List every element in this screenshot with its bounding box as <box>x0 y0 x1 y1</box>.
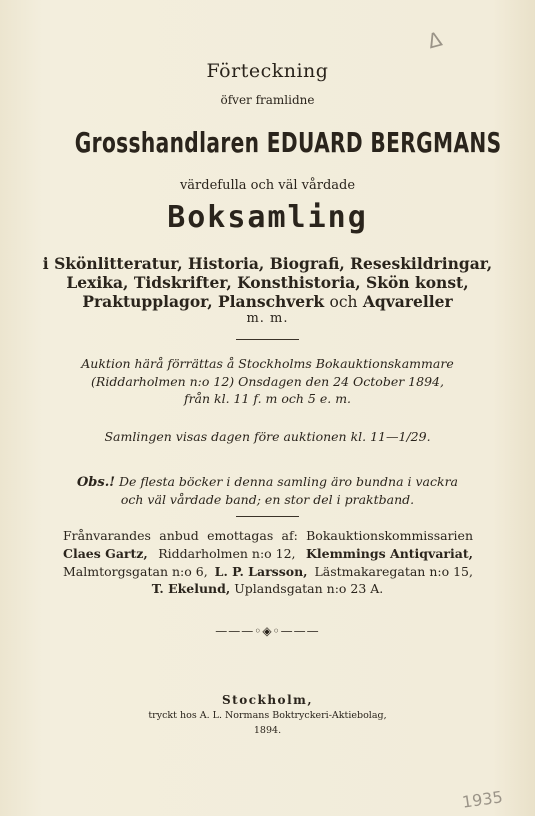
bids-line-2 <box>63 546 473 561</box>
auction-line-1: Auktion härå förrättas å Stockholms Bokauktionskammare <box>81 356 454 371</box>
bids-name-larsson: L. P. Larsson, <box>214 564 308 579</box>
bids-line-4 <box>0 581 535 596</box>
obs-line-2: och väl vårdade band; en stor del i praktband. <box>120 492 415 507</box>
subtitle: öfver framlidne <box>220 93 315 107</box>
bids-word-5: Bokauktionskommissarien <box>306 528 473 543</box>
subjects-line-3 <box>0 292 535 311</box>
page-title: Förteckning <box>206 60 329 82</box>
bids-name-gartz: Claes Gartz, <box>63 546 148 561</box>
subjects-line-1: i Skönlitteratur, Historia, Biografi, Reseskildringar, <box>42 254 493 273</box>
obs-text-1: De flesta böcker i denna samling äro bundna i vackra <box>118 474 459 489</box>
owner-name: Grosshandlaren EDUARD BERGMANS <box>74 126 502 159</box>
descriptor: värdefulla och väl vårdade <box>179 178 356 193</box>
subjects-line-3-part1: Praktupplagor, Planschverk <box>82 292 325 311</box>
imprint-year: 1894. <box>253 725 282 736</box>
bids-address-4: Uplandsgatan n:o 23 A. <box>234 581 384 596</box>
bids-line-1 <box>63 528 473 543</box>
bids-name-ekelund: T. Ekelund, <box>151 581 231 596</box>
imprint-printer: tryckt hos A. L. Normans Boktryckeri-Aktiebolag, <box>148 710 387 721</box>
subjects-line-2: Lexika, Tidskrifter, Konsthistoria, Skön konst, <box>66 273 469 292</box>
pencil-mark-top: Δ <box>425 26 445 54</box>
auction-line-2: (Riddarholmen n:o 12) Onsdagen den 24 October 1894, <box>91 374 444 389</box>
bids-word-4: af: <box>281 528 298 543</box>
bids-address-2: Malmtorgsgatan n:o 6, <box>63 564 208 579</box>
divider-1 <box>236 339 299 340</box>
obs-label: Obs.! <box>76 475 115 490</box>
bids-address-1: Riddarholmen n:o 12, <box>158 546 296 561</box>
auction-line-3: från kl. 11 f. m och 5 e. m. <box>183 391 352 406</box>
bids-word-1: Frånvarandes <box>63 528 151 543</box>
imprint-city: Stockholm, <box>222 693 313 707</box>
bids-line-3 <box>63 564 473 579</box>
viewing-times: Samlingen visas dagen före auktionen kl. 11—1/29. <box>104 429 431 444</box>
obs-line-1 <box>0 474 535 490</box>
pencil-mark-bottom: 1935 <box>460 787 504 812</box>
bids-address-3: Lästmakaregatan n:o 15, <box>314 564 473 579</box>
subjects-line-3-och: och <box>329 293 358 311</box>
bids-word-3: emottagas <box>207 528 274 543</box>
collection-title: Boksamling <box>167 200 368 235</box>
subjects-line-3-part2: Aqvareller <box>362 292 453 311</box>
divider-2 <box>236 516 299 517</box>
ornament-divider: ———◦◈◦——— <box>215 624 320 638</box>
subjects-line-4: m. m. <box>246 311 289 326</box>
bids-shop-klemmings: Klemmings Antiqvariat, <box>306 546 473 561</box>
bids-word-2: anbud <box>159 528 199 543</box>
